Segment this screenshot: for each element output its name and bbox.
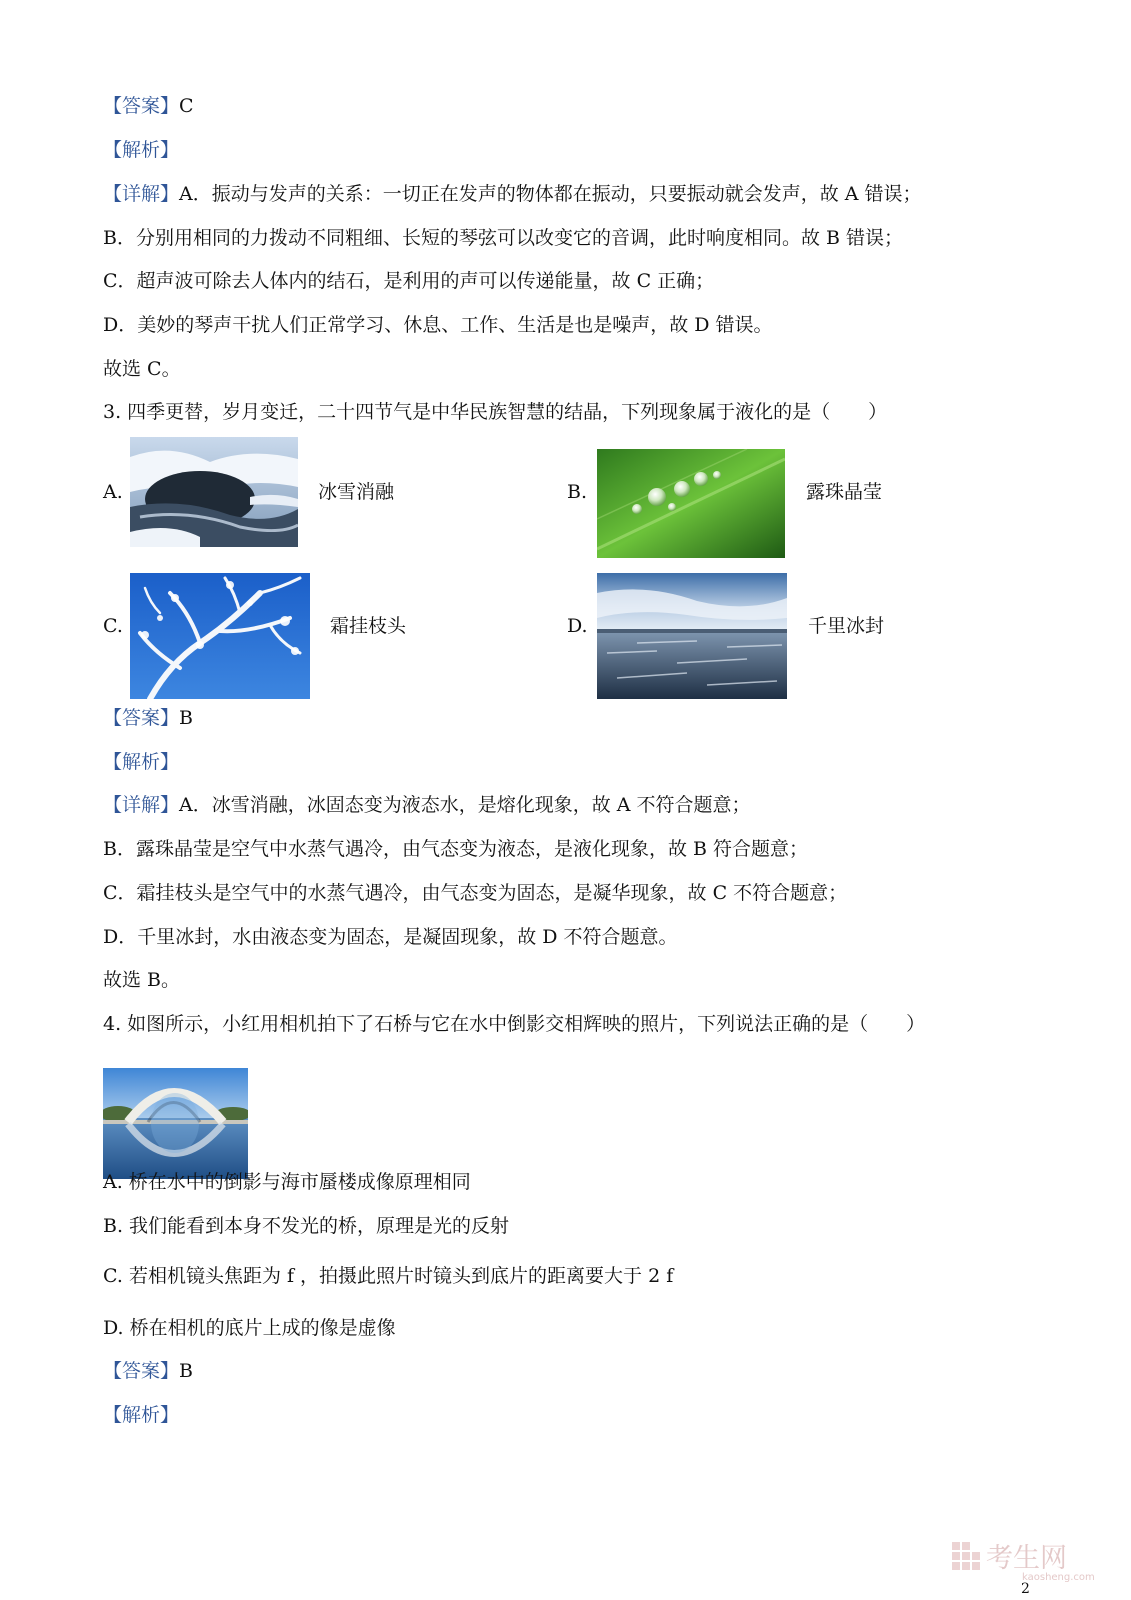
q3-option-d-letter: D. xyxy=(567,615,588,637)
ice-stream-photo xyxy=(130,437,298,547)
dew-leaf-photo xyxy=(597,449,785,558)
q4-option-a: A. 桥在水中的倒影与海市蜃楼成像原理相同 xyxy=(103,1171,471,1193)
q4-option-d: D. 桥在相机的底片上成的像是虚像 xyxy=(103,1317,396,1339)
q2-analysis-tag: 【解析】 xyxy=(103,139,180,161)
q3-answer: 【答案】B xyxy=(103,707,193,729)
q2-answer: 【答案】C xyxy=(103,95,194,117)
q3-detail-line-4: D．千里冰封，水由液态变为固态，是凝固现象，故 D 不符合题意。 xyxy=(103,926,678,948)
bridge-reflection-photo xyxy=(103,1068,248,1179)
q2-detail-line-2: B．分别用相同的力拨动不同粗细、长短的琴弦可以改变它的音调，此时响度相同。故 B 错误； xyxy=(103,227,904,249)
svg-text:kaosheng.com: kaosheng.com xyxy=(1022,1572,1095,1583)
q3-stem: 3. 四季更替，岁月变迁，二十四节气是中华民族智慧的结晶，下列现象属于液化的是（ ） xyxy=(103,401,888,423)
frozen-lake-photo xyxy=(597,573,787,699)
kaosheng-watermark-logo xyxy=(950,1538,1110,1584)
q2-detail-line-3: C．超声波可除去人体内的结石，是利用的声可以传递能量，故 C 正确； xyxy=(103,270,715,292)
q3-analysis-tag: 【解析】 xyxy=(103,751,180,773)
q3-option-a-letter: A. xyxy=(103,481,123,503)
q3-option-c-letter: C. xyxy=(103,615,123,637)
svg-text:考生网: 考生网 xyxy=(986,1543,1067,1574)
q2-detail-line-4: D．美妙的琴声干扰人们正常学习、休息、工作、生活是也是噪声，故 D 错误。 xyxy=(103,314,773,336)
q3-option-d-caption: 千里冰封 xyxy=(808,615,885,637)
q4-option-b: B. 我们能看到本身不发光的桥，原理是光的反射 xyxy=(103,1215,510,1237)
page-number: 2 xyxy=(1021,1581,1030,1597)
q2-detail-line-1: 【详解】A．振动与发声的关系：一切正在发声的物体都在振动，只要振动就会发声，故 A 错误； xyxy=(103,183,922,205)
q3-option-a-caption: 冰雪消融 xyxy=(318,481,395,503)
q3-option-c-caption: 霜挂枝头 xyxy=(330,615,407,637)
q4-analysis-tag: 【解析】 xyxy=(103,1404,180,1426)
q3-conclusion: 故选 B。 xyxy=(103,969,181,991)
q3-detail-line-3: C．霜挂枝头是空气中的水蒸气遇冷，由气态变为固态，是凝华现象，故 C 不符合题意； xyxy=(103,882,848,904)
q3-detail-line-1: 【详解】A．冰雪消融，冰固态变为液态水，是熔化现象，故 A 不符合题意； xyxy=(103,794,751,816)
q4-option-c: C. 若相机镜头焦距为 f ，拍摄此照片时镜头到底片的距离要大于 2 f xyxy=(103,1265,674,1287)
q4-answer: 【答案】B xyxy=(103,1360,193,1382)
q2-conclusion: 故选 C。 xyxy=(103,358,181,380)
q3-detail-line-2: B．露珠晶莹是空气中水蒸气遇冷，由气态变为液态，是液化现象，故 B 符合题意； xyxy=(103,838,809,860)
q3-option-b-caption: 露珠晶莹 xyxy=(806,481,883,503)
q4-stem: 4. 如图所示，小红用相机拍下了石桥与它在水中倒影交相辉映的照片，下列说法正确的是（ ） xyxy=(103,1013,926,1035)
frost-branch-photo xyxy=(130,573,310,699)
q3-option-b-letter: B. xyxy=(567,481,588,503)
